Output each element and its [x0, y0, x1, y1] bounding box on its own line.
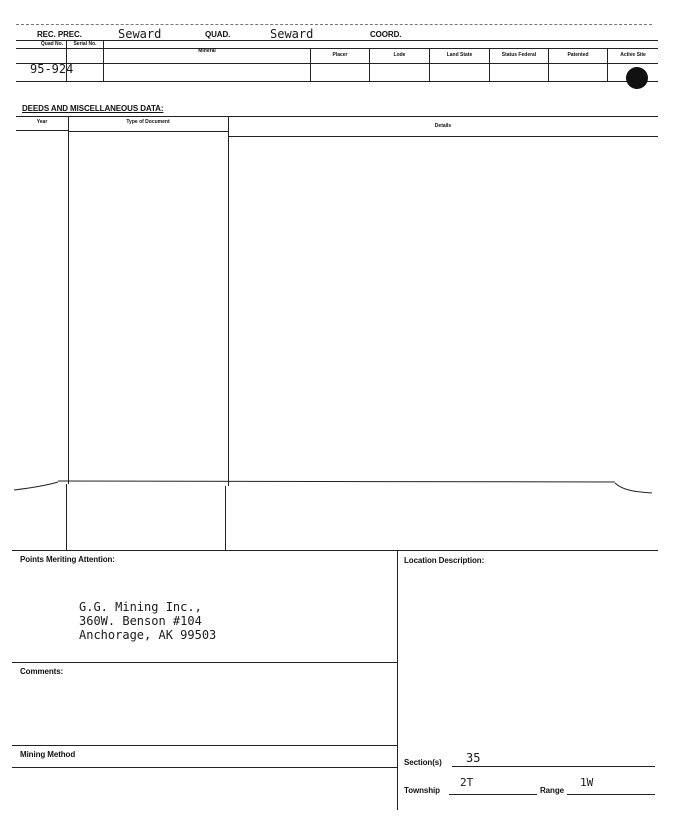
status-federal-header: Status Federal — [501, 52, 537, 58]
address-line: 360W. Benson #104 — [79, 614, 202, 628]
range-underline — [567, 794, 655, 795]
coord-label: COORD. — [370, 30, 402, 39]
deeds-header-divider — [228, 136, 658, 137]
lower-section-top-border — [12, 550, 658, 551]
rec-prec-label: REC. PREC. — [37, 30, 82, 39]
mining-method-label: Mining Method — [20, 750, 76, 759]
quad-no-value: 95-924 — [30, 62, 74, 76]
mining-method-bottom-line — [12, 767, 397, 768]
table-value-divider — [16, 63, 658, 64]
lode-header: Lode — [393, 52, 406, 58]
serial-no-header: Serial No. — [73, 41, 97, 47]
township-underline — [449, 794, 537, 795]
range-label: Range — [540, 786, 564, 795]
type-of-document-column-header: Type of Document — [126, 118, 170, 125]
active-site-header: Active Site — [620, 52, 646, 58]
table-col-divider — [103, 40, 104, 81]
deeds-year-divider — [68, 116, 69, 484]
table-bottom-border — [16, 81, 658, 82]
table-top-border — [16, 40, 658, 41]
points-meriting-attention-label: Points Meriting Attention: — [20, 555, 115, 564]
mineral-header: Mineral — [198, 47, 216, 54]
top-edge-line — [16, 24, 652, 25]
year-column-header: Year — [36, 118, 48, 125]
active-site-filled-dot — [626, 67, 648, 89]
location-description-label: Location Description: — [404, 556, 485, 565]
address-line: G.G. Mining Inc., — [79, 600, 202, 614]
address-line: Anchorage, AK 99503 — [79, 628, 217, 642]
deeds-section-title: DEEDS AND MISCELLANEOUS DATA: — [22, 104, 164, 113]
placer-header: Placer — [332, 52, 348, 58]
range-value: 1W — [580, 776, 594, 789]
deeds-type-divider — [228, 116, 229, 486]
deeds-header-divider — [68, 131, 228, 132]
quad-no-header: Quad No. — [40, 41, 64, 47]
sections-label: Section(s) — [404, 758, 442, 767]
details-column-header: Details — [434, 122, 452, 129]
mining-method-divider — [12, 745, 397, 746]
rec-prec-value: Seward — [118, 27, 162, 41]
township-value: 2T — [460, 776, 474, 789]
points-address-block — [79, 600, 216, 642]
splice-line — [0, 470, 678, 500]
lower-section-center-divider — [397, 550, 398, 810]
quad-label: QUAD. — [205, 30, 231, 39]
comments-divider — [12, 662, 397, 663]
quad-value: Seward — [270, 27, 314, 41]
deeds-header-divider — [16, 130, 68, 131]
township-label: Township — [404, 786, 440, 795]
sections-underline — [452, 766, 655, 767]
comments-label: Comments: — [20, 667, 64, 676]
patented-header: Patented — [567, 52, 589, 58]
sections-value: 35 — [466, 751, 481, 765]
land-state-header: Land State — [446, 52, 473, 58]
